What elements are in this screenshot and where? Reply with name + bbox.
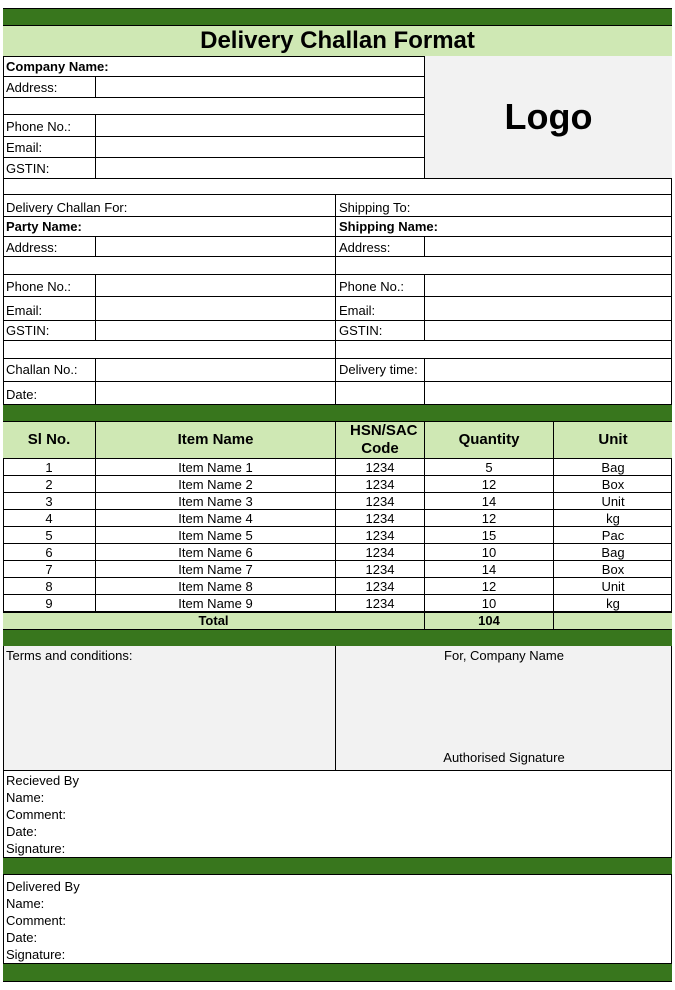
terms-label: Terms and conditions: — [6, 648, 133, 663]
total-label: Total — [198, 613, 229, 628]
cell-quantity: 12 — [481, 579, 497, 594]
cell-unit: Unit — [601, 494, 625, 509]
cell-item-name: Item Name 6 — [178, 545, 253, 560]
delivered-by-heading: Delivered By — [6, 879, 80, 894]
shipping-phone-field[interactable] — [425, 275, 672, 296]
delivery-time-label: Delivery time: — [339, 362, 418, 377]
challan-no-field[interactable] — [96, 359, 335, 381]
shipping-address-field[interactable] — [425, 237, 672, 256]
terms-box[interactable] — [4, 646, 335, 770]
received-by-heading: Recieved By — [6, 773, 79, 788]
cell-hsn: 1234 — [365, 562, 395, 577]
cell-quantity: 5 — [485, 460, 493, 475]
cell-unit: Box — [601, 477, 625, 492]
party-name-label: Party Name: — [6, 219, 82, 234]
received-signature-label: Signature: — [6, 841, 66, 856]
delivered-comment-label: Comment: — [6, 913, 66, 928]
col-header-hsn — [336, 422, 424, 458]
company-phone-label: Phone No.: — [6, 119, 72, 134]
cell-sl: 1 — [45, 460, 53, 475]
shipping-gstin-label: GSTIN: — [339, 323, 383, 338]
cell-hsn: 1234 — [365, 579, 395, 594]
party-gstin-label: GSTIN: — [6, 323, 50, 338]
cell-unit: Bag — [601, 460, 625, 475]
cell-quantity: 15 — [481, 528, 497, 543]
cell-item-name: Item Name 8 — [178, 579, 253, 594]
cell-unit: Bag — [601, 545, 625, 560]
delivered-signature-label: Signature: — [6, 947, 66, 962]
page-title: Delivery Challan Format — [3, 26, 672, 56]
challan-no-label: Challan No.: — [6, 362, 78, 377]
shipping-name-label: Shipping Name: — [339, 219, 438, 234]
cell-quantity: 14 — [481, 562, 497, 577]
received-comment-label: Comment: — [6, 807, 66, 822]
table-top-band — [3, 404, 672, 422]
company-gstin-field[interactable] — [96, 158, 424, 178]
shipping-gstin-field[interactable] — [425, 321, 672, 340]
total-quantity: 104 — [478, 613, 500, 628]
table-bottom-band — [3, 629, 672, 647]
company-address-field[interactable] — [96, 77, 424, 97]
delivery-challan-sheet — [3, 8, 672, 982]
cell-sl: 3 — [45, 494, 53, 509]
delivered-name-label: Name: — [6, 896, 45, 911]
company-phone-field[interactable] — [96, 115, 424, 136]
cell-unit: Pac — [601, 528, 625, 543]
col-header-sl: Sl No. — [3, 422, 95, 458]
cell-sl: 9 — [45, 596, 53, 611]
company-gstin-label: GSTIN: — [6, 161, 50, 176]
cell-item-name: Item Name 4 — [178, 511, 253, 526]
cell-unit: kg — [606, 596, 620, 611]
cell-sl: 6 — [45, 545, 53, 560]
cell-item-name: Item Name 2 — [178, 477, 253, 492]
cell-item-name: Item Name 5 — [178, 528, 253, 543]
company-name-label: Company Name: — [6, 59, 109, 74]
cell-sl: 4 — [45, 511, 53, 526]
cell-item-name: Item Name 3 — [178, 494, 253, 509]
cell-item-name: Item Name 7 — [178, 562, 253, 577]
challan-date-label: Date: — [6, 387, 38, 402]
cell-item-name: Item Name 9 — [178, 596, 253, 611]
challan-for-label: Delivery Challan For: — [6, 200, 128, 215]
col-header-item: Item Name — [96, 422, 335, 458]
received-name-label: Name: — [6, 790, 45, 805]
top-band — [3, 8, 672, 26]
delivery-time-field[interactable] — [425, 359, 672, 381]
party-email-label: Email: — [6, 303, 43, 318]
cell-unit: Box — [601, 562, 625, 577]
party-address-label: Address: — [6, 240, 58, 255]
cell-hsn: 1234 — [365, 596, 395, 611]
authorised-signature: Authorised Signature — [443, 750, 565, 765]
cell-hsn: 1234 — [365, 494, 395, 509]
shipping-email-label: Email: — [339, 303, 376, 318]
company-email-label: Email: — [6, 140, 43, 155]
cell-hsn: 1234 — [365, 460, 395, 475]
challan-date-field[interactable] — [96, 382, 335, 404]
cell-sl: 8 — [45, 579, 53, 594]
company-email-field[interactable] — [96, 137, 424, 157]
cell-hsn: 1234 — [365, 477, 395, 492]
party-phone-label: Phone No.: — [6, 279, 72, 294]
col-header-hsn-label: HSN/SAC Code — [350, 422, 418, 457]
col-header-quantity: Quantity — [425, 422, 553, 458]
shipping-address-label: Address: — [339, 240, 391, 255]
delivered-date-label: Date: — [6, 930, 38, 945]
logo-placeholder: Logo — [424, 56, 672, 178]
received-date-label: Date: — [6, 824, 38, 839]
cell-hsn: 1234 — [365, 511, 395, 526]
for-company-name: For, Company Name — [444, 648, 564, 663]
shipping-email-field[interactable] — [425, 297, 672, 320]
cell-hsn: 1234 — [365, 545, 395, 560]
cell-quantity: 10 — [481, 545, 497, 560]
company-address-label: Address: — [6, 80, 58, 95]
bottom-band — [3, 963, 672, 982]
shipping-phone-label: Phone No.: — [339, 279, 405, 294]
party-address-field[interactable] — [96, 237, 335, 256]
cell-sl: 2 — [45, 477, 53, 492]
cell-sl: 5 — [45, 528, 53, 543]
party-phone-field[interactable] — [96, 275, 335, 296]
shipping-to-label: Shipping To: — [339, 200, 411, 215]
cell-quantity: 14 — [481, 494, 497, 509]
cell-sl: 7 — [45, 562, 53, 577]
col-header-unit: Unit — [554, 422, 672, 458]
cell-quantity: 10 — [481, 596, 497, 611]
cell-quantity: 12 — [481, 477, 497, 492]
cell-hsn: 1234 — [365, 528, 395, 543]
party-email-field[interactable] — [96, 297, 335, 320]
cell-quantity: 12 — [481, 511, 497, 526]
mid-band — [3, 857, 672, 875]
cell-unit: Unit — [601, 579, 625, 594]
cell-unit: kg — [606, 511, 620, 526]
party-gstin-field[interactable] — [96, 321, 335, 340]
cell-item-name: Item Name 1 — [178, 460, 253, 475]
